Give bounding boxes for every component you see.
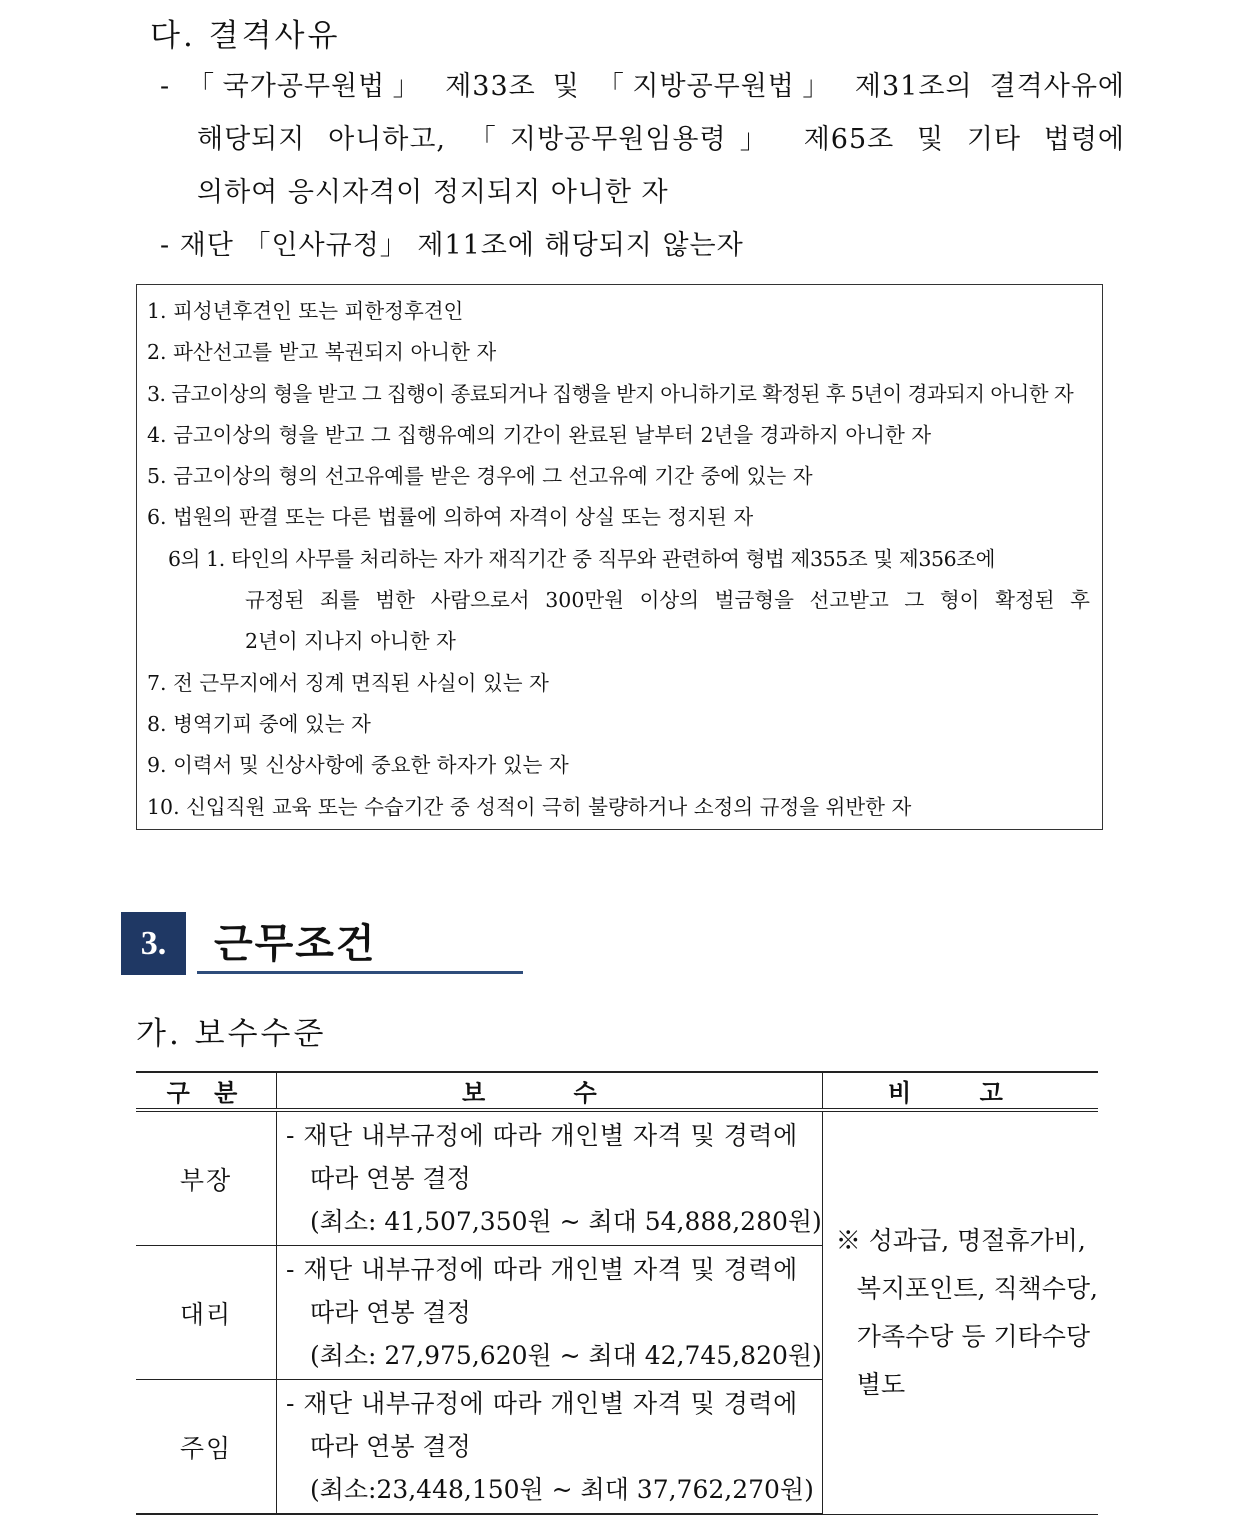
section-heading-pay-level: 가. 보수수준 <box>136 1016 327 1052</box>
section-title-underline <box>197 971 523 974</box>
list-item: 7. 전 근무지에서 징계 면직된 사실이 있는 자 <box>147 670 549 695</box>
pay-range: (최소: 27,975,620원 ~ 최대 42,745,820원) <box>309 1341 822 1370</box>
pay-range: (최소:23,448,150원 ~ 최대 37,762,270원) <box>309 1475 814 1504</box>
list-item: 10. 신입직원 교육 또는 수습기간 중 성적이 극히 불량하거나 소정의 규정을 위반한 자 <box>147 794 912 819</box>
header-pay: 보 수 <box>276 1072 822 1110</box>
header-note: 비 고 <box>822 1072 1098 1110</box>
pay-line: - 재단 내부규정에 따라 개인별 자격 및 경력에 <box>285 1389 798 1418</box>
bullet-line: 해당되지 아니하고, 「지방공무원임용령」 제65조 및 기타 법령에 <box>197 124 1125 155</box>
disqualification-paragraph <box>160 60 1125 272</box>
list-item: 4. 금고이상의 형을 받고 그 집행유예의 기간이 완료된 날부터 2년을 경과하지 아니한 자 <box>147 422 932 447</box>
pay-line: - 재단 내부규정에 따라 개인별 자격 및 경력에 <box>285 1121 798 1150</box>
row-category: 주임 <box>136 1380 276 1515</box>
note-line: ※ 성과급, 명절휴가비, <box>835 1225 1086 1255</box>
note-line: 가족수당 등 기타수당 <box>856 1321 1091 1351</box>
list-sub-item-continuation: 규정된 죄를 범한 사람으로서 300만원 이상의 벌금형을 선고받고 그 형이 확정된 후 <box>245 588 1090 613</box>
bullet-line: 의하여 응시자격이 정지되지 아니한 자 <box>197 177 669 208</box>
list-sub-item: 6의 1. 타인의 사무를 처리하는 자가 재직기간 중 직무와 관련하여 형법 제355조 및 제356조에 <box>168 546 996 571</box>
list-item: 6. 법원의 판결 또는 다른 법률에 의하여 자격이 상실 또는 정지된 자 <box>147 505 754 530</box>
pay-table <box>136 1071 1098 1515</box>
section-number-badge: 3. <box>121 912 186 975</box>
note-line: 복지포인트, 직책수당, <box>856 1273 1098 1303</box>
row-category: 부장 <box>136 1110 276 1246</box>
list-sub-item-continuation: 2년이 지나지 아니한 자 <box>245 629 456 654</box>
row-pay <box>276 1380 822 1515</box>
pay-line: 따라 연봉 결정 <box>309 1432 471 1461</box>
table-header-row <box>136 1072 1098 1110</box>
header-category: 구 분 <box>136 1072 276 1110</box>
row-pay <box>276 1246 822 1380</box>
pay-line: 따라 연봉 결정 <box>309 1298 471 1327</box>
bullet-line: - 「국가공무원법」 제33조 및 「지방공무원법」 제31조의 결격사유에 <box>160 71 1125 102</box>
table-row <box>136 1110 1098 1246</box>
list-item: 2. 파산선고를 받고 복권되지 아니한 자 <box>147 340 497 365</box>
pay-line: - 재단 내부규정에 따라 개인별 자격 및 경력에 <box>285 1255 798 1284</box>
pay-line: 따라 연봉 결정 <box>309 1164 471 1193</box>
section-title: 근무조건 <box>214 921 377 967</box>
section-heading-disqualification: 다. 결격사유 <box>150 18 341 54</box>
pay-range: (최소: 41,507,350원 ~ 최대 54,888,280원) <box>309 1207 822 1236</box>
disqualification-list-box <box>136 284 1103 830</box>
list-item: 1. 피성년후견인 또는 피한정후견인 <box>147 299 464 323</box>
list-item: 9. 이력서 및 신상사항에 중요한 하자가 있는 자 <box>147 753 569 778</box>
row-note <box>822 1110 1098 1514</box>
list-item: 3. 금고이상의 형을 받고 그 집행이 종료되거나 집행을 받지 아니하기로 확정된 후 5년이 경과되지 아니한 자 <box>147 381 1074 406</box>
list-item: 5. 금고이상의 형의 선고유예를 받은 경우에 그 선고유예 기간 중에 있는 자 <box>147 464 813 489</box>
row-pay <box>276 1110 822 1246</box>
bullet-line: - 재단 「인사규정」 제11조에 해당되지 않는자 <box>160 230 744 261</box>
note-line: 별도 <box>856 1369 906 1399</box>
list-item: 8. 병역기피 중에 있는 자 <box>147 711 371 736</box>
row-category: 대리 <box>136 1246 276 1380</box>
